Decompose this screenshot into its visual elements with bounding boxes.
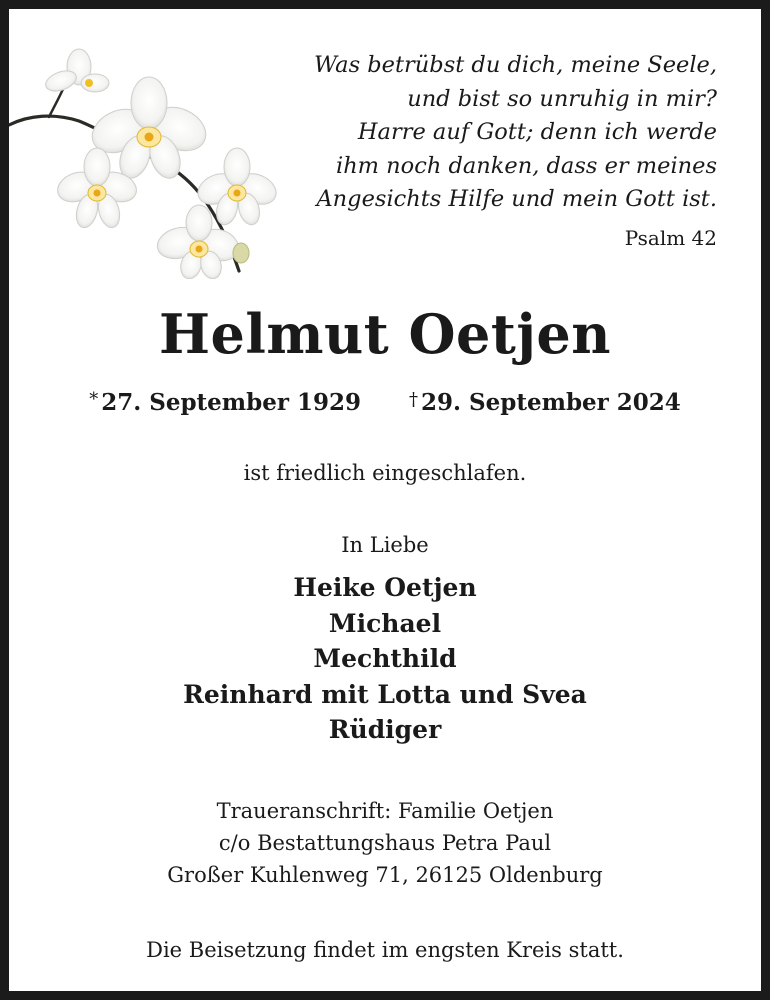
death-date: 29. September 2024: [421, 389, 681, 416]
birth-symbol: *: [89, 389, 99, 410]
address-line: Großer Kuhlenweg 71, 26125 Oldenburg: [167, 863, 603, 887]
in-love-line: In Liebe: [341, 533, 429, 557]
statement: ist friedlich eingeschlafen.: [243, 461, 527, 485]
address-line: c/o Bestattungshaus Petra Paul: [218, 831, 552, 855]
obituary-card: [9, 9, 761, 991]
birth-date: 27. September 1929: [101, 389, 361, 416]
bible-verse: [297, 49, 717, 217]
mourner-name: Reinhard mit Lotta und Svea: [183, 679, 587, 709]
address-line: Traueranschrift: Familie Oetjen: [216, 799, 554, 823]
orchid-icon: [9, 39, 279, 279]
verse-line: Angesichts Hilfe und mein Gott ist.: [316, 186, 717, 212]
verse-line: Was betrübst du dich, meine Seele,: [314, 52, 717, 78]
verse-line: ihm noch danken, dass er meines: [336, 152, 717, 179]
birth-date-group: [89, 385, 361, 418]
mourner-name: Mechthild: [313, 644, 457, 673]
deceased-name: Helmut Oetjen: [158, 302, 612, 366]
mourners-list: [9, 570, 761, 748]
verse-line: Harre auf Gott; denn ich werde: [357, 119, 717, 145]
death-date-group: [409, 385, 681, 418]
condolence-address: [9, 795, 761, 891]
death-symbol: †: [409, 389, 418, 410]
verse-line: und bist so unruhig in mir?: [407, 85, 717, 112]
funeral-note: Die Beisetzung findet im engsten Kreis statt.: [146, 938, 624, 962]
life-dates: [9, 385, 761, 418]
mourner-name: Rüdiger: [328, 715, 442, 744]
verse-source: Psalm 42: [624, 226, 717, 250]
mourner-name: Michael: [328, 608, 442, 638]
mourner-name: Heike Oetjen: [293, 573, 477, 602]
